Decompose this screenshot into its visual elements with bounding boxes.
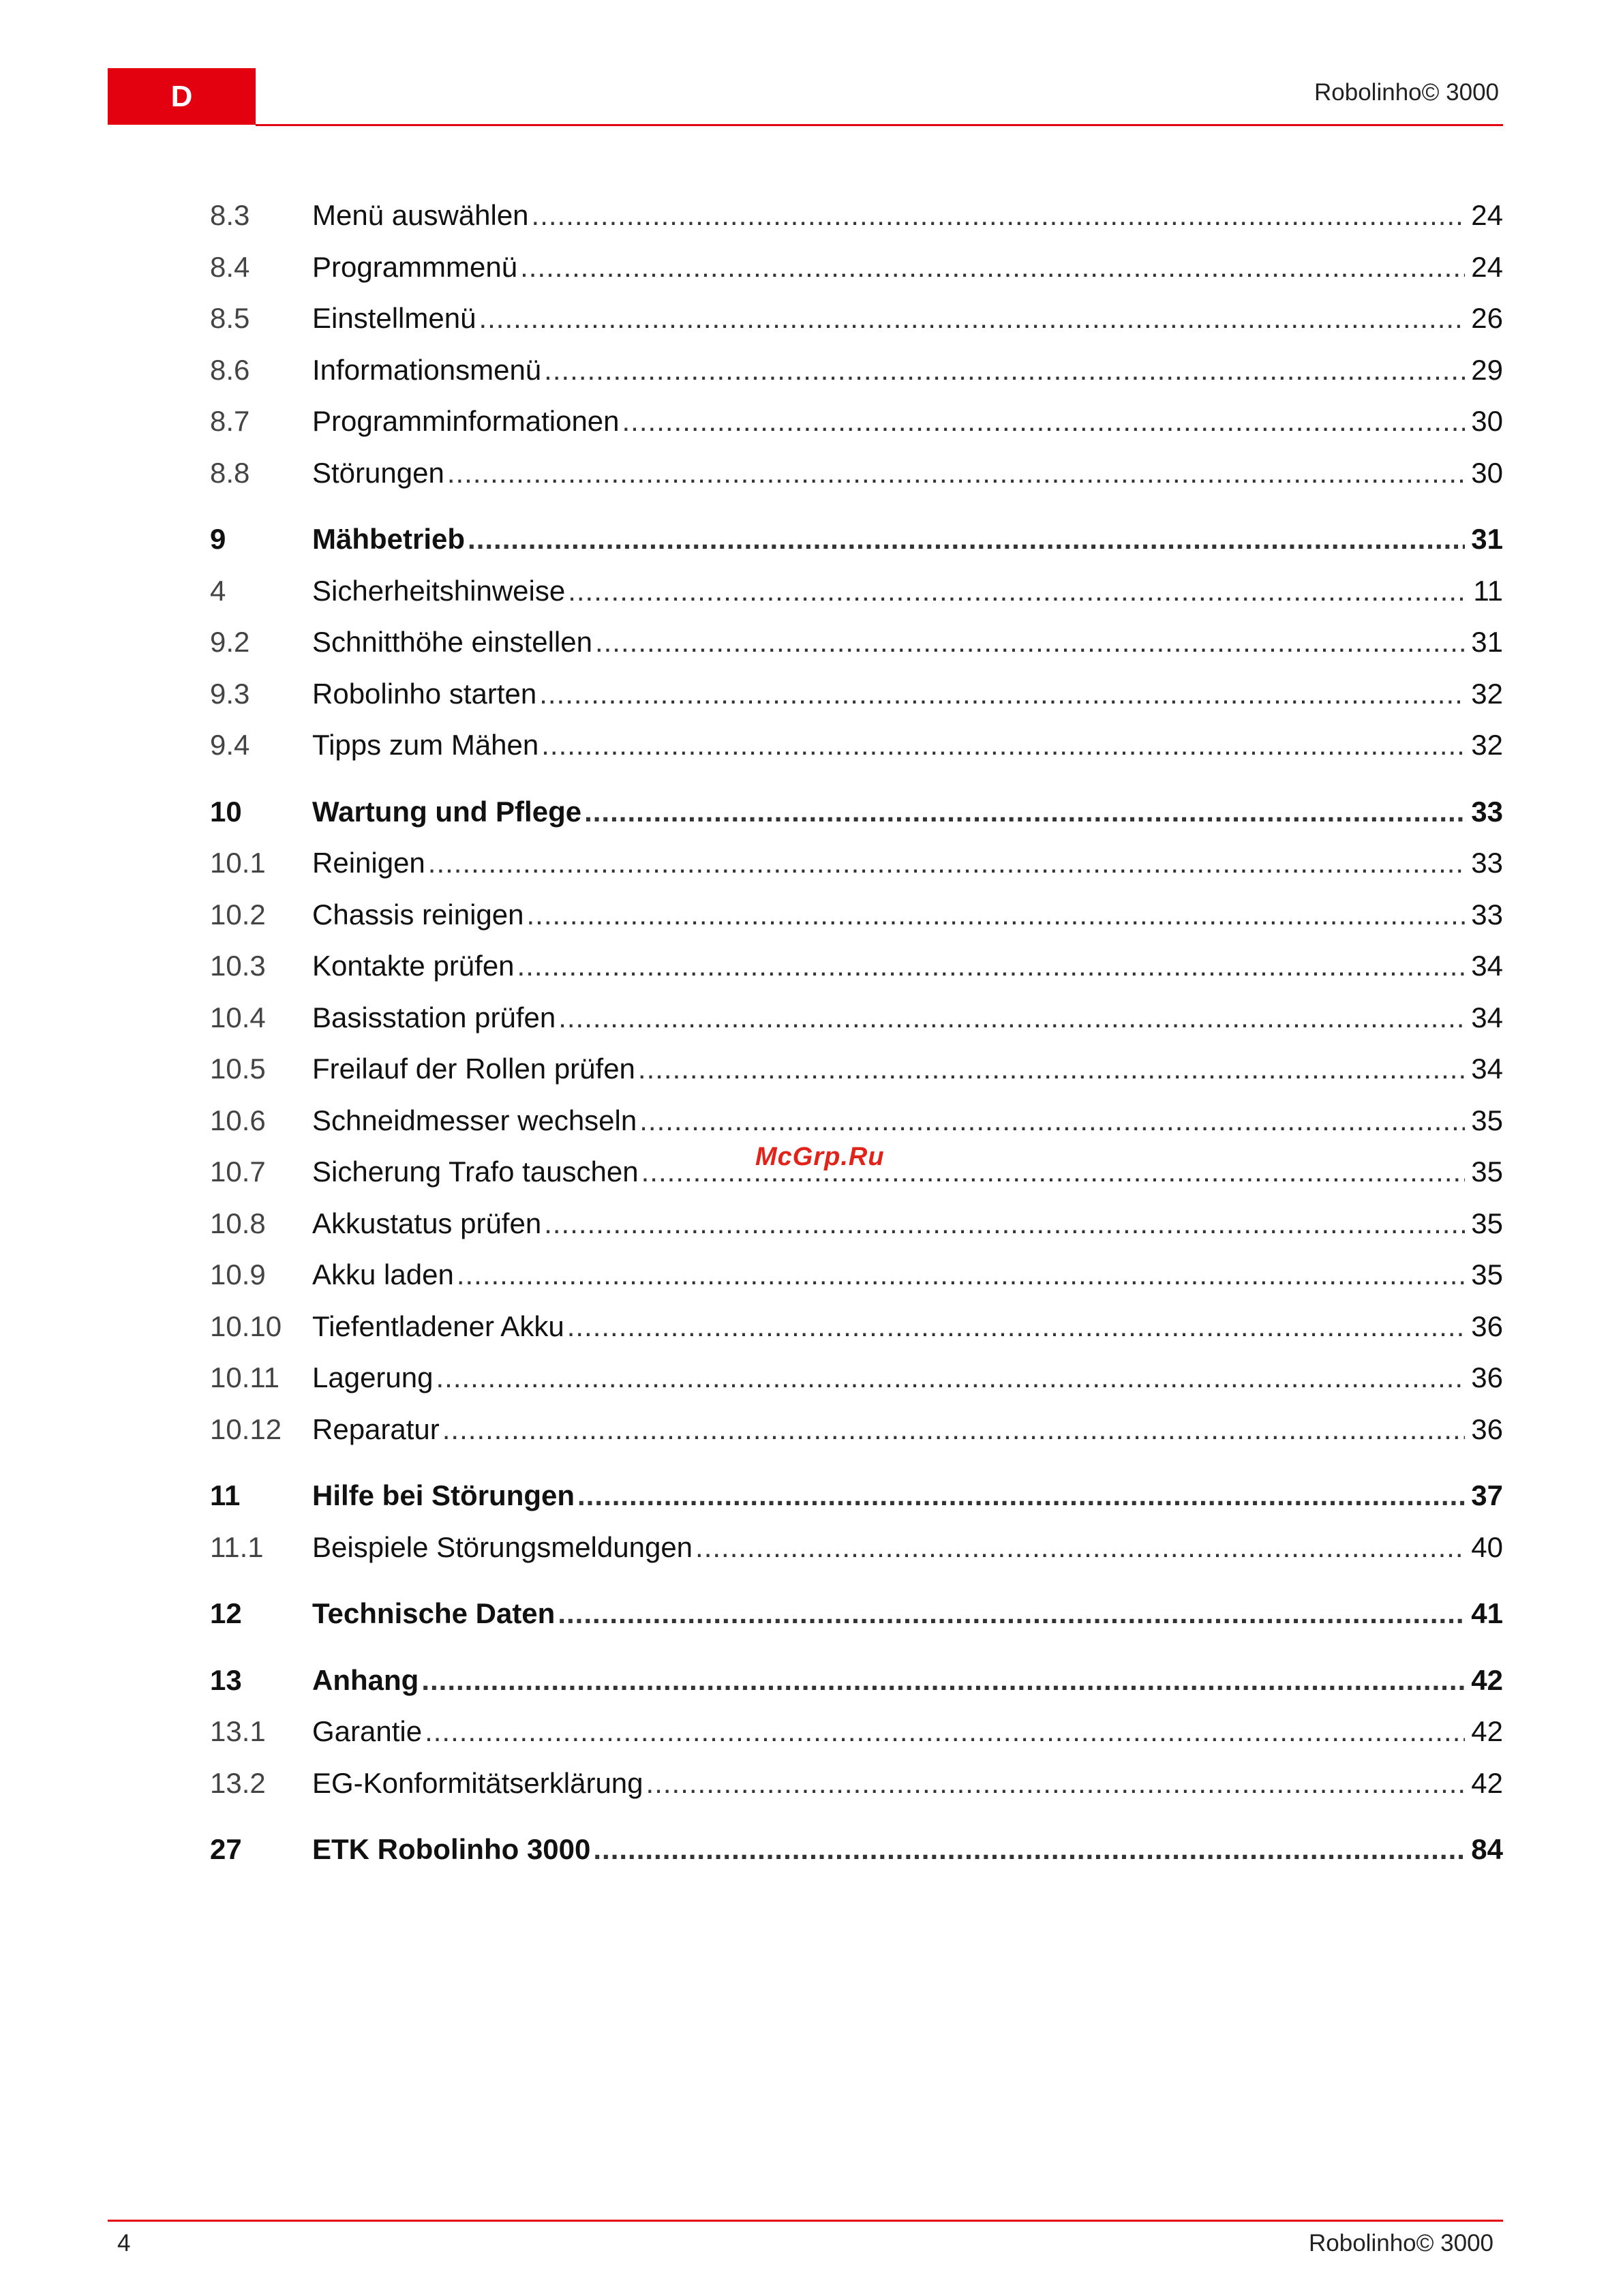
toc-entry-page: 41: [1471, 1597, 1503, 1629]
toc-entry[interactable]: [210, 889, 1503, 941]
toc-entry[interactable]: [210, 1757, 1503, 1809]
toc-entry-number: 10.7: [210, 1155, 266, 1188]
toc-entry-title: Hilfe bei Störungen: [312, 1479, 575, 1511]
toc-entry[interactable]: [210, 565, 1503, 617]
toc-chapter-entry[interactable]: [210, 1824, 1503, 1875]
toc-entry-title: Schneidmesser wechseln: [312, 1104, 637, 1136]
toc-entry-title: Akkustatus prüfen: [312, 1207, 542, 1239]
toc-entry[interactable]: [210, 992, 1503, 1044]
toc-entry-page: 36: [1471, 1310, 1503, 1342]
toc-chapter-entry[interactable]: [210, 1655, 1503, 1706]
toc-entry-page: 33: [1471, 795, 1503, 828]
toc-dot-leader: [646, 1757, 1465, 1809]
toc-entry[interactable]: [210, 344, 1503, 396]
toc-entry-title: Freilauf der Rollen prüfen: [312, 1053, 635, 1085]
toc-entry-title: Beispiele Störungsmeldungen: [312, 1530, 693, 1563]
toc-entry-title: ETK Robolinho 3000: [312, 1833, 591, 1865]
toc-entry-number: 10.1: [210, 847, 266, 879]
toc-dot-leader: [468, 513, 1465, 565]
toc-entry-title: EG-Konformitätserklärung: [312, 1766, 643, 1799]
toc-dot-leader: [457, 1249, 1465, 1301]
toc-entry-page: 30: [1471, 405, 1503, 437]
toc-entry-number: 27: [210, 1833, 242, 1865]
toc-dot-leader: [558, 1588, 1465, 1640]
toc-entry-page: 11: [1473, 574, 1503, 607]
toc-dot-leader: [544, 1198, 1465, 1250]
toc-entry-title: Anhang: [312, 1663, 419, 1696]
toc-entry-number: 11: [210, 1479, 241, 1511]
toc-entry-page: 36: [1471, 1413, 1503, 1445]
toc-dot-leader: [638, 1043, 1465, 1095]
toc-entry-number: 10.6: [210, 1104, 266, 1136]
toc-entry[interactable]: [210, 1301, 1503, 1353]
toc-entry-page: 35: [1471, 1155, 1503, 1188]
toc-dot-leader: [577, 1470, 1465, 1522]
toc-entry-page: 35: [1471, 1104, 1503, 1136]
toc-entry-number: 8.7: [210, 405, 250, 437]
toc-entry[interactable]: [210, 1522, 1503, 1573]
toc-entry-page: 35: [1471, 1207, 1503, 1239]
toc-entry[interactable]: [210, 447, 1503, 499]
toc-entry-title: Mähbetrieb: [312, 523, 466, 555]
toc-dot-leader: [532, 190, 1465, 241]
toc-entry-number: 13.2: [210, 1766, 266, 1799]
toc-entry[interactable]: [210, 1043, 1503, 1095]
toc-dot-leader: [479, 292, 1465, 344]
toc-chapter-entry[interactable]: [210, 1588, 1503, 1640]
toc-entry-page: 31: [1471, 626, 1503, 658]
toc-entry-page: 42: [1471, 1766, 1503, 1799]
watermark: McGrp.Ru: [755, 1143, 885, 1171]
toc-entry-page: 32: [1471, 729, 1503, 761]
toc-entry-number: 9.4: [210, 729, 250, 761]
toc-entry-page: 32: [1471, 677, 1503, 710]
toc-entry-number: 10.9: [210, 1258, 266, 1290]
toc-dot-leader: [568, 565, 1465, 617]
toc-entry-title: Störungen: [312, 456, 444, 489]
toc-entry-number: 8.8: [210, 456, 250, 489]
toc-entry-page: 40: [1471, 1530, 1503, 1563]
toc-dot-leader: [558, 992, 1465, 1044]
toc-entry-page: 33: [1471, 847, 1503, 879]
toc-entry-number: 8.6: [210, 353, 250, 386]
toc-chapter-entry[interactable]: [210, 1470, 1503, 1522]
toc-entry-page: 33: [1471, 898, 1503, 931]
footer-page-number: 4: [117, 2230, 131, 2256]
toc-entry-number: 10.10: [210, 1310, 282, 1342]
toc-entry-number: 9.2: [210, 626, 250, 658]
toc-dot-leader: [447, 447, 1465, 499]
toc-entry-title: Garantie: [312, 1715, 423, 1747]
toc-entry-page: 36: [1471, 1361, 1503, 1393]
header-rule: [256, 124, 1503, 126]
toc-entry-number: 10.8: [210, 1207, 266, 1239]
toc-entry-title: Basisstation prüfen: [312, 1001, 556, 1033]
toc-entry-title: Reinigen: [312, 847, 425, 879]
toc-chapter-entry[interactable]: [210, 786, 1503, 838]
toc-entry-number: 8.4: [210, 250, 250, 283]
toc-entry-title: Tiefentladener Akku: [312, 1310, 564, 1342]
toc-dot-leader: [541, 719, 1465, 771]
toc-entry-number: 10.12: [210, 1413, 282, 1445]
toc-entry-title: Tipps zum Mähen: [312, 729, 539, 761]
toc-entry-page: 35: [1471, 1258, 1503, 1290]
toc-entry-page: 84: [1471, 1833, 1503, 1865]
toc-entry[interactable]: [210, 190, 1503, 241]
toc-entry-title: Wartung und Pflege: [312, 795, 582, 828]
toc-entry-title: Sicherung Trafo tauschen: [312, 1155, 639, 1188]
toc-entry-page: 34: [1471, 1001, 1503, 1033]
toc-dot-leader: [425, 1706, 1465, 1757]
toc-entry-page: 24: [1471, 250, 1503, 283]
toc-entry-title: Schnitthöhe einstellen: [312, 626, 592, 658]
toc-dot-leader: [527, 889, 1466, 941]
toc-entry-page: 42: [1471, 1663, 1503, 1696]
toc-entry[interactable]: [210, 1249, 1503, 1301]
toc-dot-leader: [520, 241, 1465, 293]
toc-dot-leader: [567, 1301, 1465, 1353]
toc-entry-number: 10: [210, 795, 242, 828]
toc-entry[interactable]: [210, 719, 1503, 771]
toc-entry-title: Menü auswählen: [312, 199, 529, 231]
toc-entry[interactable]: [210, 668, 1503, 720]
header-title: Robolinho© 3000: [1314, 79, 1499, 106]
toc-entry-title: Robolinho starten: [312, 677, 537, 710]
footer-title: Robolinho© 3000: [1309, 2230, 1493, 2256]
toc-dot-leader: [544, 344, 1465, 396]
toc-dot-leader: [442, 1404, 1465, 1455]
toc-entry[interactable]: [210, 616, 1503, 668]
toc-entry-number: 10.3: [210, 950, 266, 982]
footer-rule: [108, 2220, 1503, 2222]
toc-entry-page: 34: [1471, 1053, 1503, 1085]
toc-entry-title: Einstellmenü: [312, 302, 476, 334]
toc-dot-leader: [622, 395, 1465, 447]
toc-entry-title: Reparatur: [312, 1413, 440, 1445]
toc-entry-page: 26: [1471, 302, 1503, 334]
toc-entry[interactable]: [210, 1706, 1503, 1757]
toc-entry-number: 10.4: [210, 1001, 266, 1033]
toc-entry[interactable]: [210, 1198, 1503, 1250]
toc-entry-page: 42: [1471, 1715, 1503, 1747]
toc-entry-page: 34: [1471, 950, 1503, 982]
toc-entry-number: 9: [210, 523, 226, 555]
toc-dot-leader: [428, 837, 1465, 889]
toc-entry-number: 4: [210, 574, 226, 607]
toc-dot-leader: [517, 940, 1465, 992]
toc-dot-leader: [595, 616, 1465, 668]
toc-dot-leader: [593, 1824, 1465, 1875]
language-tab: D: [108, 68, 256, 125]
toc-entry-title: Kontakte prüfen: [312, 950, 515, 982]
toc-entry-number: 8.3: [210, 199, 250, 231]
toc-entry-page: 37: [1471, 1479, 1503, 1511]
toc-entry-title: Technische Daten: [312, 1597, 556, 1629]
toc-entry-title: Akku laden: [312, 1258, 454, 1290]
toc-entry[interactable]: [210, 292, 1503, 344]
toc-chapter-entry[interactable]: [210, 513, 1503, 565]
toc-entry-number: 13: [210, 1663, 242, 1696]
toc-entry-title: Chassis reinigen: [312, 898, 524, 931]
toc-entry[interactable]: [210, 837, 1503, 889]
toc-entry-title: Programmmenü: [312, 250, 518, 283]
toc-entry[interactable]: [210, 1352, 1503, 1404]
table-of-contents: [210, 190, 1503, 1875]
toc-dot-leader: [421, 1655, 1465, 1706]
toc-entry[interactable]: [210, 1404, 1503, 1455]
toc-entry-title: Lagerung: [312, 1361, 434, 1393]
toc-entry-number: 10.11: [210, 1361, 279, 1393]
toc-entry[interactable]: [210, 940, 1503, 992]
toc-entry-title: Sicherheitshinweise: [312, 574, 566, 607]
toc-entry-page: 24: [1471, 199, 1503, 231]
toc-dot-leader: [436, 1352, 1466, 1404]
toc-entry-title: Informationsmenü: [312, 353, 542, 386]
toc-dot-leader: [639, 1095, 1465, 1147]
toc-entry[interactable]: [210, 395, 1503, 447]
toc-entry-number: 10.2: [210, 898, 266, 931]
toc-entry-page: 29: [1471, 353, 1503, 386]
toc-entry[interactable]: [210, 241, 1503, 293]
toc-entry-page: 30: [1471, 456, 1503, 489]
toc-entry-number: 10.5: [210, 1053, 266, 1085]
toc-entry-page: 31: [1471, 523, 1503, 555]
toc-entry-number: 13.1: [210, 1715, 266, 1747]
toc-entry-number: 9.3: [210, 677, 250, 710]
toc-entry-number: 8.5: [210, 302, 250, 334]
toc-dot-leader: [539, 668, 1465, 720]
toc-entry-number: 12: [210, 1597, 242, 1629]
toc-dot-leader: [584, 786, 1465, 838]
toc-entry-title: Programminformationen: [312, 405, 620, 437]
toc-dot-leader: [695, 1522, 1465, 1573]
toc-entry[interactable]: [210, 1095, 1503, 1147]
toc-entry-number: 11.1: [210, 1530, 264, 1563]
